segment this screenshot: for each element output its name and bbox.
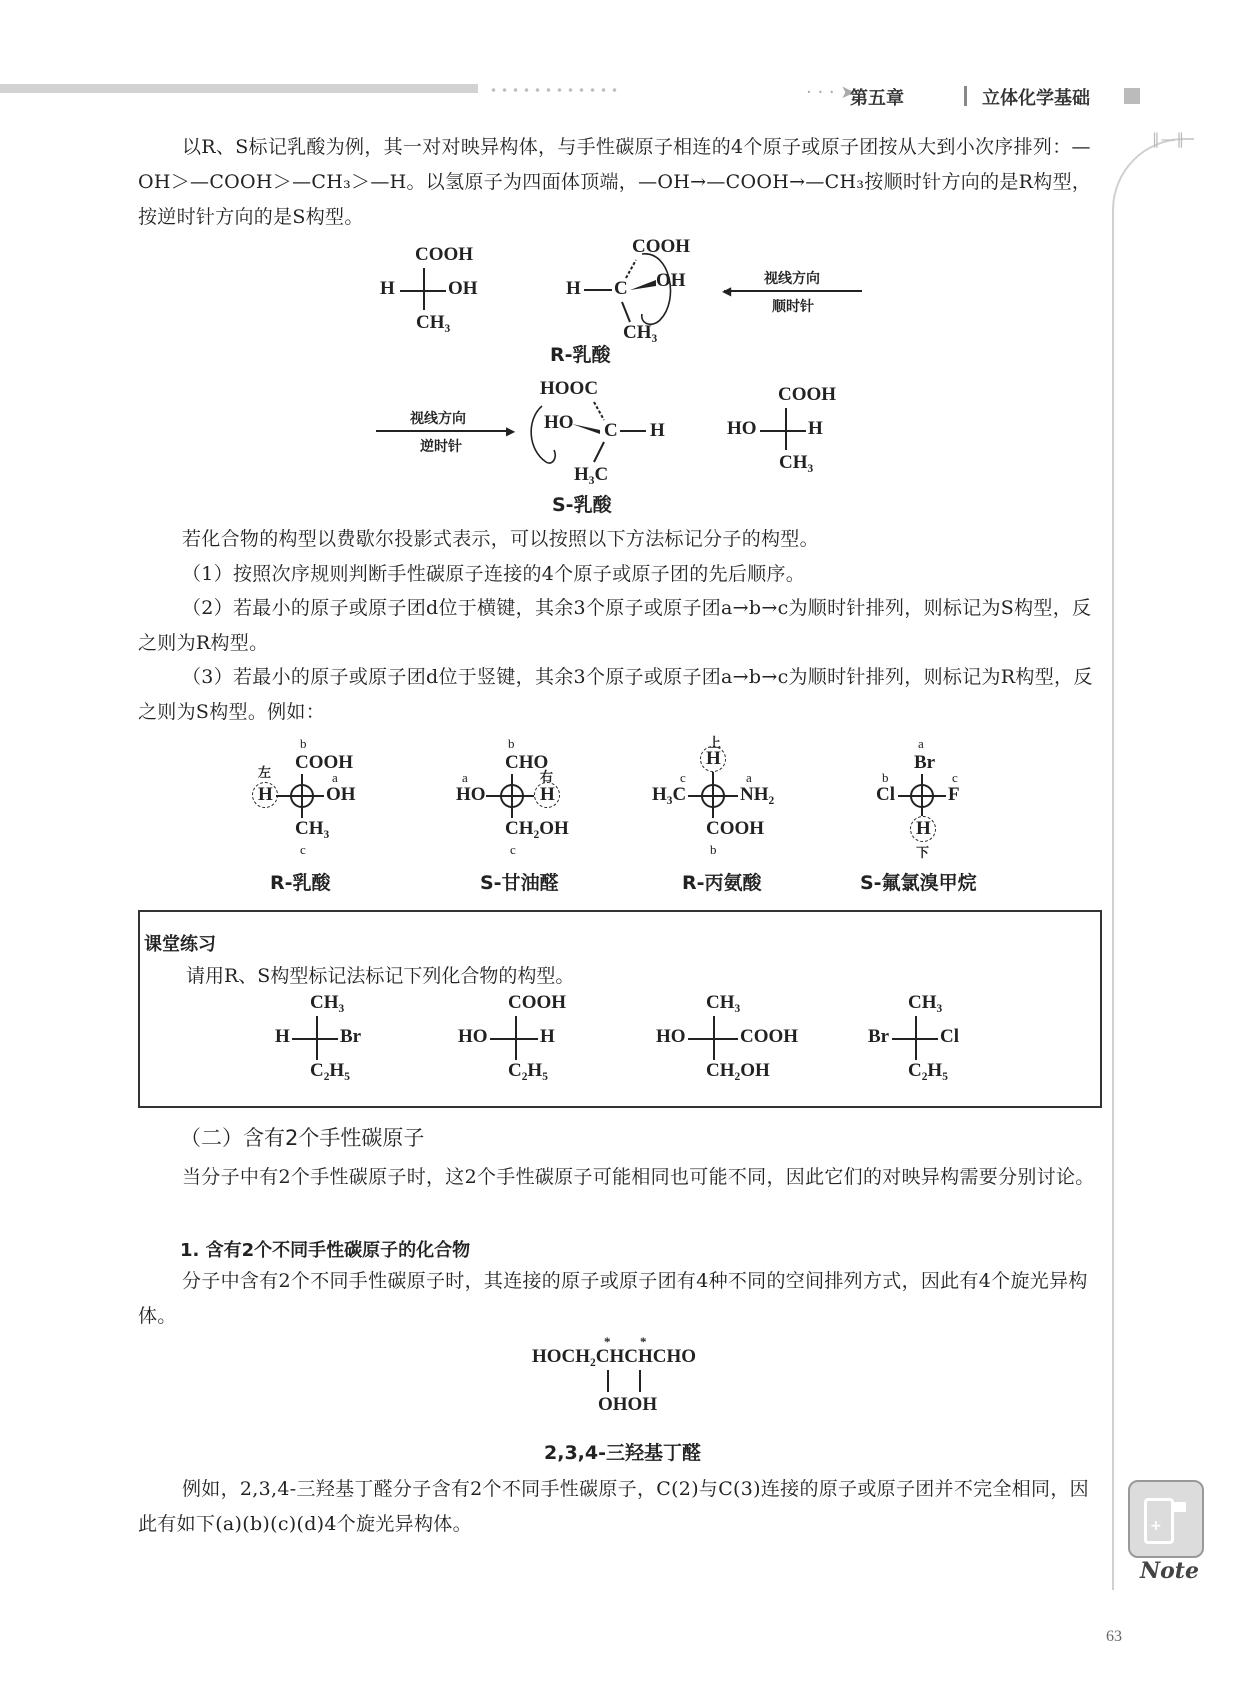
- r-wedge-bonds: [560, 240, 720, 350]
- r-fischer-right: OH: [448, 278, 478, 299]
- example-label-3: R-丙氨酸: [682, 872, 762, 894]
- counterclockwise-label: 逆时针: [420, 439, 462, 455]
- example-label-4: S-氟氯溴甲烷: [860, 872, 977, 894]
- s-wedge-h: H: [650, 420, 665, 441]
- note-icon: +: [1128, 1480, 1204, 1558]
- s-fischer-bottom: CH₃: [779, 452, 814, 473]
- s-fischer-top: COOH: [778, 384, 837, 405]
- view-direction-label-r: 视线方向: [764, 271, 820, 287]
- formula-line2: OHOH: [598, 1394, 658, 1415]
- section-heading: （二）含有2个手性碳原子: [180, 1126, 425, 1150]
- chapter-title: 立体化学基础: [982, 88, 1090, 109]
- r-wedge-top: COOH: [632, 236, 691, 257]
- view-arrow-r: [724, 290, 862, 292]
- s-fischer-left: HO: [727, 418, 757, 439]
- formula-line1: HOCH₂CHCHCHO: [532, 1346, 697, 1367]
- s-wedge-c: C: [604, 420, 618, 441]
- r-lactic-label: R-乳酸: [550, 344, 611, 366]
- header-dots: [488, 88, 618, 92]
- formula-name: 2,3,4-三羟基丁醛: [544, 1442, 701, 1464]
- header-arrow-icon: · · · ➤: [806, 82, 856, 103]
- r-fischer-top: COOH: [415, 244, 474, 265]
- exercise-box: [138, 910, 1102, 1108]
- s-wedge-top: HOOC: [540, 378, 599, 399]
- s-lactic-label: S-乳酸: [552, 494, 612, 516]
- view-arrow-s: [376, 430, 510, 432]
- s-fischer-right: H: [808, 418, 823, 439]
- r-wedge-oh: OH: [656, 270, 686, 291]
- exercise-title: 课堂练习: [144, 934, 216, 955]
- paragraph-3: （1）按照次序规则判断手性碳原子连接的4个原子或原子团的先后顺序。: [182, 563, 806, 585]
- paragraph-6: 当分子中有2个手性碳原子时，这2个手性碳原子可能相同也可能不同，因此它们的对映异构需要分别讨论。: [182, 1166, 1095, 1188]
- chapter-label: 第五章: [850, 88, 904, 109]
- paragraph-5: （3）若最小的原子或原子团d位于竖键，其余3个原子或原子团a→b→c为顺时针排列，则标记为R构型，反之则为S构型。例如：: [138, 666, 1093, 723]
- header-bar: [0, 84, 478, 93]
- note-label: Note: [1140, 1558, 1199, 1584]
- example-label-1: R-乳酸: [270, 872, 331, 894]
- s-wedge-ho: HO: [544, 412, 574, 433]
- r-wedge-h: H: [566, 278, 581, 299]
- header-separator: [964, 86, 967, 106]
- r-fischer-left: H: [380, 278, 395, 299]
- example-label-2: S-甘油醛: [480, 872, 559, 894]
- header-square-icon: [1124, 88, 1140, 104]
- s-wedge-bonds: [528, 380, 668, 480]
- r-wedge-c: C: [614, 278, 628, 299]
- margin-line: [1112, 210, 1114, 1590]
- sub-heading: 1. 含有2个不同手性碳原子的化合物: [180, 1240, 471, 1261]
- s-wedge-h3c: H₃C: [574, 464, 609, 485]
- paragraph-7: 分子中含有2个不同手性碳原子时，其连接的原子或原子团有4种不同的空间排列方式，因此有4个旋光异构体。: [138, 1270, 1088, 1327]
- paragraph-8: 例如，2,3,4-三羟基丁醛分子含有2个不同手性碳原子，C(2)与C(3)连接的原子或原子团并不完全相同，因此有如下(a)(b)(c)(d)4个旋光异构体。: [138, 1478, 1089, 1535]
- clockwise-label: 顺时针: [772, 299, 814, 315]
- margin-marks: ‖—‖: [1152, 130, 1185, 148]
- page-number: 63: [1106, 1628, 1122, 1645]
- r-fischer-bottom: CH₃: [416, 312, 451, 333]
- exercise-text: 请用R、S构型标记法标记下列化合物的构型。: [186, 965, 575, 987]
- paragraph-1: 以R、S标记乳酸为例，其一对对映异构体，与手性碳原子相连的4个原子或原子团按从大到小次序排列：—OH＞—COOH＞—CH₃＞—H。以氢原子为四面体顶端，—OH→—COOH→—CH₃按顺时针方向的是R构型，按逆时针方向的是S构型。: [138, 136, 1092, 228]
- paragraph-4: （2）若最小的原子或原子团d位于横键，其余3个原子或原子团a→b→c为顺时针排列，则标记为S构型，反之则为R构型。: [138, 597, 1092, 654]
- paragraph-2: 若化合物的构型以费歇尔投影式表示，可以按照以下方法标记分子的构型。: [182, 528, 819, 550]
- view-direction-label-s: 视线方向: [410, 411, 466, 427]
- margin-curve: [1112, 138, 1194, 220]
- r-wedge-ch3: CH₃: [623, 322, 658, 343]
